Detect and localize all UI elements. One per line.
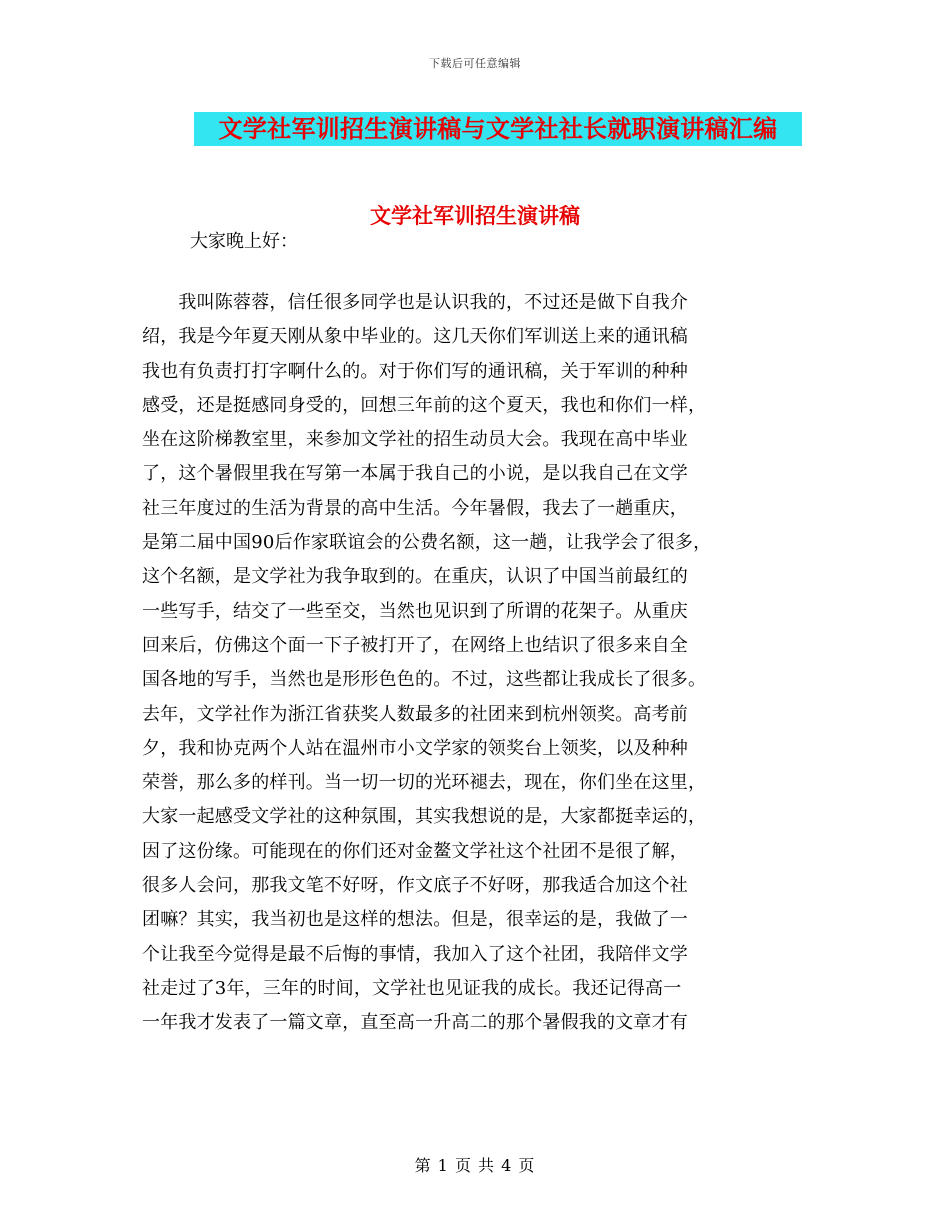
body-line: 社三年度过的生活为背景的高中生活。今年暑假，我去了一趟重庆， (142, 497, 688, 519)
body-line: 国各地的写手，当然也是形形色色的。不过，这些都让我成长了很多。 (142, 669, 707, 691)
body-line: 一些写手，结交了一些至交，当然也见识到了所谓的花架子。从重庆 (142, 600, 688, 622)
body-line: 我叫陈蓉蓉，信任很多同学也是认识我的，不过还是做下自我介 (142, 292, 688, 313)
sub-title: 文学社军训招生演讲稿 (370, 203, 580, 228)
body-line: 是第二届中国90后作家联谊会的公费名额，这一趟，让我学会了很多， (142, 532, 712, 554)
body-line: 因了这份缘。可能现在的你们还对金鳌文学社这个社团不是很了解， (142, 840, 688, 862)
body-text (142, 286, 822, 1041)
body-line: 感受，还是挺感同身受的，回想三年前的这个夏天，我也和你们一样， (142, 394, 707, 416)
header-note: 下载后可任意编辑 (429, 57, 521, 70)
body-line: 去年，文学社作为浙江省获奖人数最多的社团来到杭州领奖。高考前 (142, 703, 688, 725)
page-footer: 第 1 页 共 4 页 (414, 1156, 536, 1175)
body-line: 一年我才发表了一篇文章，直至高一升高二的那个暑假我的文章才有 (142, 1012, 688, 1034)
body-line: 大家一起感受文学社的这种氛围，其实我想说的是，大家都挺幸运的， (142, 806, 707, 828)
greeting: 大家晚上好： (190, 231, 298, 252)
body-line: 社走过了3年，三年的时间，文学社也见证我的成长。我还记得高一 (142, 977, 682, 999)
main-title-highlight (194, 112, 802, 146)
main-title: 文学社军训招生演讲稿与文学社社长就职演讲稿汇编 (218, 114, 778, 143)
body-line: 这个名额，是文学社为我争取到的。在重庆，认识了中国当前最红的 (142, 566, 688, 588)
body-line: 了，这个暑假里我在写第一本属于我自己的小说，是以我自己在文学 (142, 463, 688, 485)
body-line: 我也有负责打打字啊什么的。对于你们写的通讯稿，关于军训的种种 (142, 360, 688, 382)
body-line: 个让我至今觉得是最不后悔的事情，我加入了这个社团，我陪伴文学 (142, 943, 688, 965)
body-line: 坐在这阶梯教室里，来参加文学社的招生动员大会。我现在高中毕业 (142, 429, 688, 451)
body-line: 夕，我和协克两个人站在温州市小文学家的领奖台上领奖，以及种种 (142, 737, 688, 759)
body-line: 很多人会问，那我文笔不好呀，作文底子不好呀，那我适合加这个社 (142, 875, 688, 897)
body-line: 团嘛？其实，我当初也是这样的想法。但是，很幸运的是，我做了一 (142, 909, 688, 931)
body-line: 荣誉，那么多的样刊。当一切一切的光环褪去，现在，你们坐在这里， (142, 772, 707, 794)
body-line: 回来后，仿佛这个面一下子被打开了，在网络上也结识了很多来自全 (142, 634, 688, 656)
body-line: 绍，我是今年夏天刚从象中毕业的。这几天你们军训送上来的通讯稿 (142, 326, 688, 348)
